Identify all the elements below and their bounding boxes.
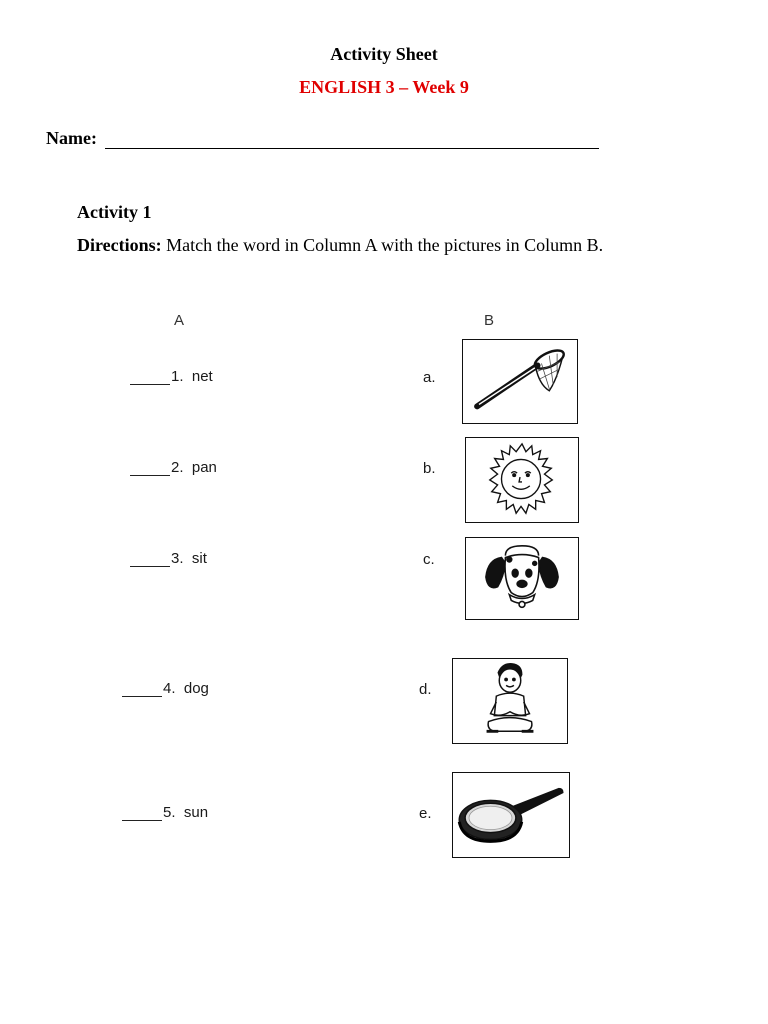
- item-number: 1.: [171, 368, 184, 385]
- item-word: pan: [191, 459, 217, 476]
- column-a-item-3: [130, 550, 207, 567]
- picture-b: [465, 437, 579, 523]
- column-a-item-5: [122, 804, 208, 821]
- pan-icon: [453, 773, 569, 857]
- name-row: [46, 128, 599, 149]
- column-b-letter-b: b.: [423, 460, 436, 477]
- column-b-header: B: [484, 312, 495, 329]
- picture-d: [452, 658, 568, 744]
- sitting-boy-icon: [453, 659, 567, 743]
- answer-blank-1[interactable]: [130, 370, 170, 385]
- column-a-item-2: [130, 459, 217, 476]
- name-field[interactable]: [105, 130, 599, 149]
- answer-blank-4[interactable]: [122, 682, 162, 697]
- net-icon: [463, 340, 577, 423]
- picture-c: [465, 537, 579, 620]
- dog-icon: [466, 538, 578, 619]
- item-word: dog: [183, 680, 209, 697]
- column-b-letter-e: e.: [419, 805, 432, 822]
- item-word: sun: [183, 804, 209, 821]
- column-a-header: A: [174, 312, 185, 329]
- column-a-item-4: [122, 680, 209, 697]
- directions-label: Directions:: [77, 235, 162, 255]
- directions: [77, 235, 603, 256]
- picture-e: [452, 772, 570, 858]
- column-b-letter-d: d.: [419, 681, 432, 698]
- picture-a: [462, 339, 578, 424]
- answer-blank-5[interactable]: [122, 806, 162, 821]
- item-word: net: [191, 368, 213, 385]
- item-number: 2.: [171, 459, 184, 476]
- item-word: sit: [191, 550, 207, 567]
- activity-label: Activity 1: [77, 202, 152, 222]
- column-a-item-1: [130, 368, 213, 385]
- name-label: Name:: [46, 128, 97, 148]
- column-b-letter-c: c.: [423, 551, 435, 568]
- sun-icon: [466, 438, 578, 522]
- page-title: Activity Sheet: [330, 44, 438, 64]
- item-number: 5.: [163, 804, 176, 821]
- page-subtitle: ENGLISH 3 – Week 9: [299, 77, 469, 97]
- item-number: 4.: [163, 680, 176, 697]
- item-number: 3.: [171, 550, 184, 567]
- directions-text: Match the word in Column A with the pictures in Column B.: [161, 235, 604, 255]
- answer-blank-3[interactable]: [130, 552, 170, 567]
- column-b-letter-a: a.: [423, 369, 436, 386]
- answer-blank-2[interactable]: [130, 461, 170, 476]
